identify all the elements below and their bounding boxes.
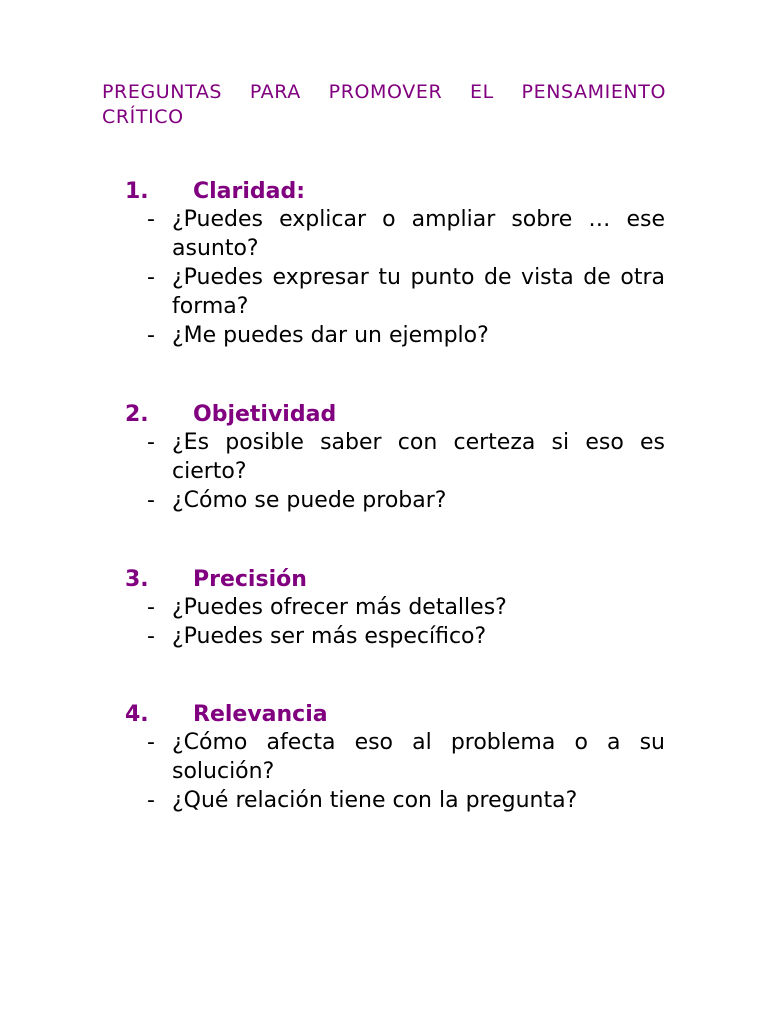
- section-number: 1.: [125, 179, 149, 204]
- question-text: ¿Cómo afecta eso al problema o a su solución?: [172, 730, 665, 784]
- section-title: Claridad:: [193, 179, 306, 204]
- section-heading: [125, 565, 307, 595]
- list-dash: -: [147, 430, 155, 455]
- question-item: [147, 622, 665, 651]
- list-dash: -: [147, 788, 155, 813]
- question-item: [147, 728, 665, 786]
- list-dash: -: [147, 595, 155, 620]
- question-item: [147, 486, 665, 515]
- list-dash: -: [147, 323, 155, 348]
- question-item: [147, 263, 665, 321]
- question-item: [147, 321, 665, 350]
- section-number: 4.: [125, 702, 149, 727]
- question-text: ¿Puedes explicar o ampliar sobre … ese asunto?: [172, 207, 665, 261]
- list-dash: -: [147, 730, 155, 755]
- list-dash: -: [147, 265, 155, 290]
- section-heading: [125, 177, 305, 207]
- section-heading: [125, 400, 336, 430]
- section-title: Relevancia: [193, 702, 328, 727]
- question-item: [147, 428, 665, 486]
- list-dash: -: [147, 624, 155, 649]
- section-title: Objetividad: [193, 402, 337, 427]
- question-list: [147, 593, 665, 651]
- list-dash: -: [147, 207, 155, 232]
- question-item: [147, 786, 665, 815]
- question-list: [147, 428, 665, 515]
- question-list: [147, 205, 665, 350]
- section-heading: [125, 700, 328, 730]
- question-list: [147, 728, 665, 815]
- question-text: ¿Me puedes dar un ejemplo?: [172, 323, 489, 348]
- section-number: 2.: [125, 402, 149, 427]
- question-text: ¿Cómo se puede probar?: [172, 488, 447, 513]
- question-text: ¿Qué relación tiene con la pregunta?: [172, 788, 578, 813]
- question-text: ¿Es posible saber con certeza si eso es cierto?: [172, 430, 665, 484]
- question-text: ¿Puedes ofrecer más detalles?: [172, 595, 507, 620]
- document-title: PREGUNTAS PARA PROMOVER EL PENSAMIENTO CRÍTICO: [102, 81, 666, 128]
- question-text: ¿Puedes expresar tu punto de vista de otra forma?: [172, 265, 665, 319]
- section-number: 3.: [125, 567, 149, 592]
- question-item: [147, 205, 665, 263]
- question-text: ¿Puedes ser más específico?: [172, 624, 487, 649]
- question-item: [147, 593, 665, 622]
- section-title: Precisión: [193, 567, 307, 592]
- list-dash: -: [147, 488, 155, 513]
